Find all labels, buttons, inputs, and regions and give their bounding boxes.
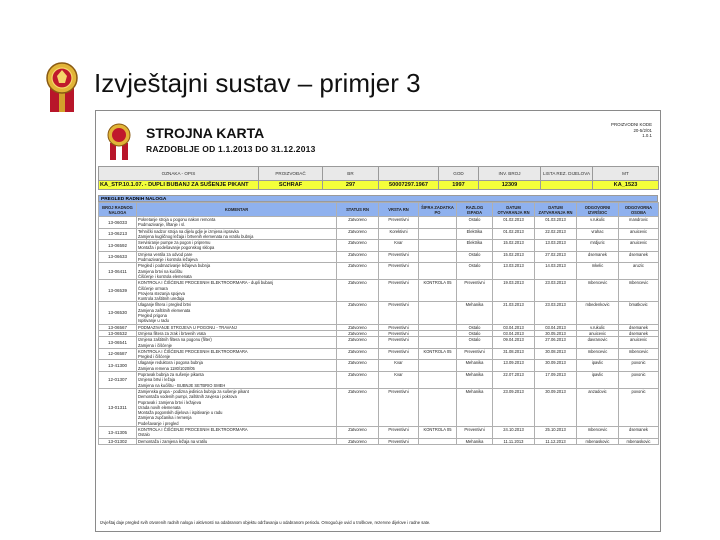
table-row — [99, 240, 659, 252]
close-date: 25.10.2013 — [535, 426, 577, 438]
close-date: 13.03.2013 — [535, 240, 577, 252]
header-values-row — [99, 181, 659, 190]
order-type: Preventivni — [379, 217, 419, 229]
task-code — [419, 438, 457, 444]
order-number: 13-06541 — [99, 337, 137, 349]
open-date: 21.03.2013 — [493, 302, 535, 324]
order-status: Zatvoreno — [337, 228, 379, 240]
failure-reason: Ostalo — [457, 217, 493, 229]
open-date: 13.09.2013 — [493, 360, 535, 372]
executor: anuicevic — [577, 330, 619, 336]
order-number: 13-06532 — [99, 330, 137, 336]
value-designation: KA_STP.10.1.07. - DUPLI BUBANJ ZA SUŠENJE PIKANT — [99, 181, 259, 190]
close-date: 23.03.2013 — [535, 302, 577, 324]
order-type: Preventivni — [379, 348, 419, 360]
executor: anzadovic — [577, 388, 619, 426]
order-type: Kvar — [379, 372, 419, 389]
order-comment — [137, 217, 337, 229]
order-comment — [137, 438, 337, 444]
comment-line: Pregled i podmazivanje ležajeva bubnja — [138, 263, 211, 269]
executor: dsemanek — [577, 251, 619, 263]
header-labels-row — [99, 167, 659, 181]
order-number: 13-06539 — [99, 280, 137, 302]
open-date: 03.04.2013 — [493, 330, 535, 336]
order-comment — [137, 263, 337, 280]
responsible-person: dsemanek — [619, 330, 659, 336]
table-row — [99, 217, 659, 229]
responsible-person: povonic — [619, 360, 659, 372]
company-crest-logo — [44, 58, 80, 114]
order-type: Preventivni — [379, 280, 419, 302]
order-number: 13-06033 — [99, 217, 137, 229]
order-type: Preventivni — [379, 263, 419, 280]
failure-reason: Elektrika — [457, 240, 493, 252]
close-date: 03.04.2013 — [535, 324, 577, 330]
task-code — [419, 263, 457, 280]
open-date: 11.11.2013 — [493, 438, 535, 444]
order-status: Zatvoreno — [337, 330, 379, 336]
open-date: 23.09.2013 — [493, 388, 535, 426]
comment-line: Izmjena filtera za zrak i brtvenih vrata — [138, 330, 206, 336]
task-code — [419, 302, 457, 324]
task-code — [419, 217, 457, 229]
responsible-person: anuicevic — [619, 337, 659, 349]
executor: mbenaskovic — [577, 438, 619, 444]
order-type: Preventivni — [379, 388, 419, 426]
open-date: 09.04.2013 — [493, 337, 535, 349]
responsible-person: mbencevic — [619, 280, 659, 302]
comment-line: KONTROLA I ČIŠĆENJE PROCESNIH ELEKTROORMARA — [138, 348, 248, 354]
order-status: Zatvoreno — [337, 280, 379, 302]
table-row — [99, 426, 659, 438]
executor: mrdjuric — [577, 240, 619, 252]
close-date: 17.09.2013 — [535, 372, 577, 389]
order-status: Zatvoreno — [337, 438, 379, 444]
comment-line: KONTROLA I ČIŠĆENJE PROCESNIH ELEKTROORMARA — [138, 426, 248, 432]
executor: ipavlic — [577, 360, 619, 372]
comment-line: Kontrola zaštitnih uređaja — [138, 296, 185, 302]
task-code — [419, 240, 457, 252]
comment-line: Ulaganje reduktora i pogona bubnja — [138, 360, 203, 366]
failure-reason: Mehanika — [457, 302, 493, 324]
col-open-date: DATUM OTVARANJA RN — [493, 203, 535, 217]
order-type: Preventivni — [379, 330, 419, 336]
comment-line: Izmjena ventila za odvod pare — [138, 251, 193, 257]
executor: ipavlic — [577, 372, 619, 389]
order-status: Zatvoreno — [337, 388, 379, 426]
order-comment — [137, 280, 337, 302]
value-spare-parts — [541, 181, 593, 190]
failure-reason: Mehanika — [457, 372, 493, 389]
responsible-person: povonic — [619, 372, 659, 389]
responsible-person: anuicevic — [619, 228, 659, 240]
label-manufacturer: PROIZVOĐAČ — [259, 167, 323, 181]
comment-line: Čišćenje i kontrola elemenata — [138, 273, 192, 279]
section-title: PREGLED RADNIH NALOGA — [98, 195, 658, 202]
comment-line: Montaža pogonskih dijelova i ispitivanje u radu — [138, 410, 223, 416]
col-status: STATUS RN — [337, 203, 379, 217]
task-code: KONTROLA 05 — [419, 426, 457, 438]
comment-line: Popravak bubnja za sušenje pikanta — [138, 372, 204, 378]
failure-reason: Mehanika — [457, 360, 493, 372]
order-number: 13-06530 — [99, 302, 137, 324]
comment-line: Tehnički nadzor stroja na dijelu gdje je izmjena ispravka — [138, 228, 239, 234]
open-date: 22.07.2013 — [493, 372, 535, 389]
order-number: 12-01307 — [99, 372, 137, 389]
close-date: 22.02.2013 — [535, 228, 577, 240]
order-status: Zatvoreno — [337, 337, 379, 349]
comment-line: Zamjena na kućištu - BUBNJE SETBRIO SMEH — [138, 382, 226, 388]
failure-reason: Ostalo — [457, 337, 493, 349]
label-year: GOD — [439, 167, 479, 181]
close-date: 30.08.2013 — [535, 348, 577, 360]
close-date: 14.03.2013 — [535, 263, 577, 280]
col-executor: ODGOVORNI IZVRŠIOC — [577, 203, 619, 217]
table-row — [99, 302, 659, 324]
order-number: 13-06213 — [99, 228, 137, 240]
comment-line: Izrada novih elemenata — [138, 404, 181, 410]
comment-line: Podešavanje i pregled — [138, 420, 179, 426]
failure-reason: Ostalo — [457, 263, 493, 280]
task-code: KONTROLA 05 — [419, 348, 457, 360]
comment-line: Izmjena zaštitnih filtera na pogonu (filter) — [138, 337, 212, 343]
comment-line: Demontaža i zamjena ležaja na vratilu — [138, 438, 208, 444]
order-number: 13-01302 — [99, 438, 137, 444]
order-status: Zatvoreno — [337, 302, 379, 324]
comment-line: Provjera stezanja spojeva — [138, 290, 185, 296]
close-date: 01.03.2013 — [535, 217, 577, 229]
col-task-code: ŠIFRA ZADATKA PO — [419, 203, 457, 217]
comment-line: Zamjena remena 1180/1020/05 — [138, 365, 195, 371]
responsible-person: dsemanek — [619, 251, 659, 263]
failure-reason: Preventivni — [457, 280, 493, 302]
open-date: 01.02.2013 — [493, 228, 535, 240]
comment-line: Podmazivanje i kontrola ležajeva — [138, 257, 198, 263]
order-comment — [137, 388, 337, 426]
value-serial: 297 — [323, 181, 379, 190]
open-date: 15.02.2013 — [493, 251, 535, 263]
comment-line: Ulaganje filtera i pregled brtvi — [138, 302, 192, 308]
failure-reason: Elektrika — [457, 228, 493, 240]
table-row — [99, 438, 659, 444]
comment-line: Servisiranje pumpe za pogon i pripremu — [138, 240, 211, 246]
document-footnote: Izvještaj daje pregled svih otvorenih radnih naloga i aktivnosti na odabranom objektu održavanja u odabranom periodu. Omogućuje uvid u troškove, rezervne dijelove i radne sate. — [100, 520, 431, 525]
order-type: Preventivni — [379, 324, 419, 330]
order-number: 13-41305 — [99, 426, 137, 438]
table-row — [99, 337, 659, 349]
comment-line: Ispitivanje u radu — [138, 318, 169, 324]
order-status: Zatvoreno — [337, 360, 379, 372]
col-type: VRSTA RN — [379, 203, 419, 217]
responsible-person: povonic — [619, 388, 659, 426]
executor: v.rukulic — [577, 217, 619, 229]
order-number: 12-06587 — [99, 348, 137, 360]
comment-line: Zamjena zupčanika i remenja — [138, 415, 192, 421]
order-status: Zatvoreno — [337, 251, 379, 263]
order-number: 13-41300 — [99, 360, 137, 372]
value-manufacturer: SCHRAF — [259, 181, 323, 190]
close-date: 11.12.2013 — [535, 438, 577, 444]
comment-line: KONTROLA I ČIŠĆENJE PROCESNIH ELEKTROORMARA - dupli bubanj — [138, 280, 274, 286]
comment-line: Izmjena brtvi i ležaja — [138, 377, 176, 383]
table-row — [99, 228, 659, 240]
label-inventory: INV. BROJ — [479, 167, 541, 181]
failure-reason: Ostalo — [457, 251, 493, 263]
executor: mbencevic — [577, 426, 619, 438]
order-status: Zatvoreno — [337, 240, 379, 252]
responsible-person: mandrovic — [619, 217, 659, 229]
comment-line: Zamjena i čišćenje — [138, 342, 172, 348]
responsible-person: mbencevic — [619, 348, 659, 360]
failure-reason: Mehanika — [457, 438, 493, 444]
close-date: 27.06.2013 — [535, 337, 577, 349]
table-row — [99, 372, 659, 389]
open-date: 01.02.2013 — [493, 217, 535, 229]
open-date: 19.03.2013 — [493, 280, 535, 302]
responsible-person: dsemanek — [619, 426, 659, 438]
executor: v.rukulic — [577, 324, 619, 330]
report-period: RAZDOBLJE OD 1.1.2013 DO 31.12.2013 — [146, 144, 316, 154]
order-comment — [137, 240, 337, 252]
comment-line: Pregled prigona — [138, 313, 167, 319]
task-code — [419, 372, 457, 389]
label-serial: BR — [323, 167, 379, 181]
slide-title: Izvještajni sustav – primjer 3 — [94, 68, 421, 98]
order-number: 13-06567 — [99, 324, 137, 330]
task-code: KONTROLA 05 — [419, 280, 457, 302]
col-reason: RAZLOG ISPADA — [457, 203, 493, 217]
order-comment — [137, 302, 337, 324]
close-date: 27.02.2013 — [535, 251, 577, 263]
open-date: 13.03.2013 — [493, 263, 535, 280]
executor: davranovic — [577, 337, 619, 349]
order-status: Zatvoreno — [337, 372, 379, 389]
order-comment — [137, 337, 337, 349]
order-comment — [137, 372, 337, 389]
task-code — [419, 228, 457, 240]
close-date: 30.09.2013 — [535, 360, 577, 372]
order-number: 13-01311 — [99, 388, 137, 426]
order-type: Kvar — [379, 240, 419, 252]
value-mt: KA_1523 — [593, 181, 659, 190]
close-date: 30.09.2013 — [535, 388, 577, 426]
comment-line: Montaža i podešavanje pogonskog sklopa — [138, 245, 215, 251]
label-designation: OZNAKA - OPIS — [99, 167, 259, 181]
machine-header-table — [98, 166, 659, 190]
value-year: 1997 — [439, 181, 479, 190]
order-number: 13-06633 — [99, 251, 137, 263]
comment-line: Zamjenska grupa - podizna jedinica bubnja za sušenje pikant — [138, 388, 249, 394]
task-code — [419, 337, 457, 349]
failure-reason: Preventivni — [457, 348, 493, 360]
responsible-person: anuicevic — [619, 240, 659, 252]
order-status: Zatvoreno — [337, 217, 379, 229]
order-type: Korektivni — [379, 228, 419, 240]
table-row — [99, 280, 659, 302]
executor: mbedenkovic — [577, 302, 619, 324]
close-date: 23.03.2013 — [535, 280, 577, 302]
responsible-person: dsemanek — [619, 324, 659, 330]
close-date: 30.05.2013 — [535, 330, 577, 336]
order-comment — [137, 251, 337, 263]
work-orders-table — [98, 202, 659, 445]
executor: mbencevic — [577, 280, 619, 302]
task-code — [419, 360, 457, 372]
order-comment — [137, 348, 337, 360]
order-status: Zatvoreno — [337, 426, 379, 438]
order-type: Preventivni — [379, 302, 419, 324]
responsible-person: aruzic — [619, 263, 659, 280]
table-row — [99, 263, 659, 280]
order-status: Zatvoreno — [337, 348, 379, 360]
comment-line: Zamjena brtvi na kućištu — [138, 268, 183, 274]
order-status: Zatvoreno — [337, 324, 379, 330]
failure-reason: Preventivni — [457, 426, 493, 438]
failure-reason: Mehanika — [457, 388, 493, 426]
order-number: 13-06592 — [99, 240, 137, 252]
order-type: Preventivni — [379, 426, 419, 438]
responsible-person: bmatkovic — [619, 302, 659, 324]
order-number: 13-06411 — [99, 263, 137, 280]
table-row — [99, 251, 659, 263]
col-responsible: ODGOVORNA OSOBA — [619, 203, 659, 217]
open-date: 31.08.2013 — [493, 348, 535, 360]
open-date: 15.02.2013 — [493, 240, 535, 252]
comment-line: Ostalo — [138, 432, 150, 438]
value-serial-full: 50007297.1967 — [379, 181, 439, 190]
failure-reason: Ostalo — [457, 324, 493, 330]
comment-line: PODMAZIVANJE STROJEVA U POGONU - TRAVANJ — [138, 324, 237, 330]
comment-line: Pokretanje stroja u pogonu nakon remonta — [138, 217, 216, 222]
document-crest-logo — [106, 121, 132, 161]
order-type: Preventivni — [379, 337, 419, 349]
table-row — [99, 348, 659, 360]
document-title: STROJNA KARTA — [146, 125, 265, 141]
task-code — [419, 251, 457, 263]
order-type: Kvar — [379, 360, 419, 372]
col-close-date: DATUM ZATVARANJA RN — [535, 203, 577, 217]
machine-card-document — [95, 110, 661, 532]
executor: mkelic — [577, 263, 619, 280]
order-type: Preventivni — [379, 251, 419, 263]
comment-line: Demontaža vodenih pumpi, zaštitnih zavjesa i pokrova — [138, 394, 237, 400]
order-comment — [137, 228, 337, 240]
comment-line: Popravak i zamjena brtvi i ležajeva — [138, 399, 202, 405]
executor: mbencevic — [577, 348, 619, 360]
col-comment: KOMENTAR — [137, 203, 337, 217]
open-date: 03.04.2013 — [493, 324, 535, 330]
executor: vrahac — [577, 228, 619, 240]
comment-line: Pregled i čišćenje — [138, 354, 171, 360]
responsible-person: mbenaskovic — [619, 438, 659, 444]
table-row — [99, 388, 659, 426]
order-status: Zatvoreno — [337, 263, 379, 280]
table-row — [99, 360, 659, 372]
failure-reason: Ostalo — [457, 330, 493, 336]
label-spare-parts: LISTA REZ. DIJELOVA — [541, 167, 593, 181]
order-type: Preventivni — [379, 438, 419, 444]
task-code — [419, 388, 457, 426]
col-order-number: BROJ RADNOG NALOGA — [99, 203, 137, 217]
comment-line: Podmazivanje, liftanje i sl. — [138, 222, 186, 228]
order-comment — [137, 360, 337, 372]
order-comment — [137, 426, 337, 438]
label-mt: MT — [593, 167, 659, 181]
open-date: 24.10.2013 — [493, 426, 535, 438]
work-orders-header — [99, 203, 659, 217]
comment-line: Zamjena kugličnog ležaja i brtvenih elemenata na vratilu bubnja — [138, 233, 254, 239]
comment-line: Zamjena zaštitnih elemenata — [138, 307, 191, 313]
value-inventory: 12309 — [479, 181, 541, 190]
document-reference: PROIZVODNI KODE 20-5/2/01 1.0.1 — [611, 122, 652, 139]
comment-line: Čišćenje ormara — [138, 285, 168, 291]
